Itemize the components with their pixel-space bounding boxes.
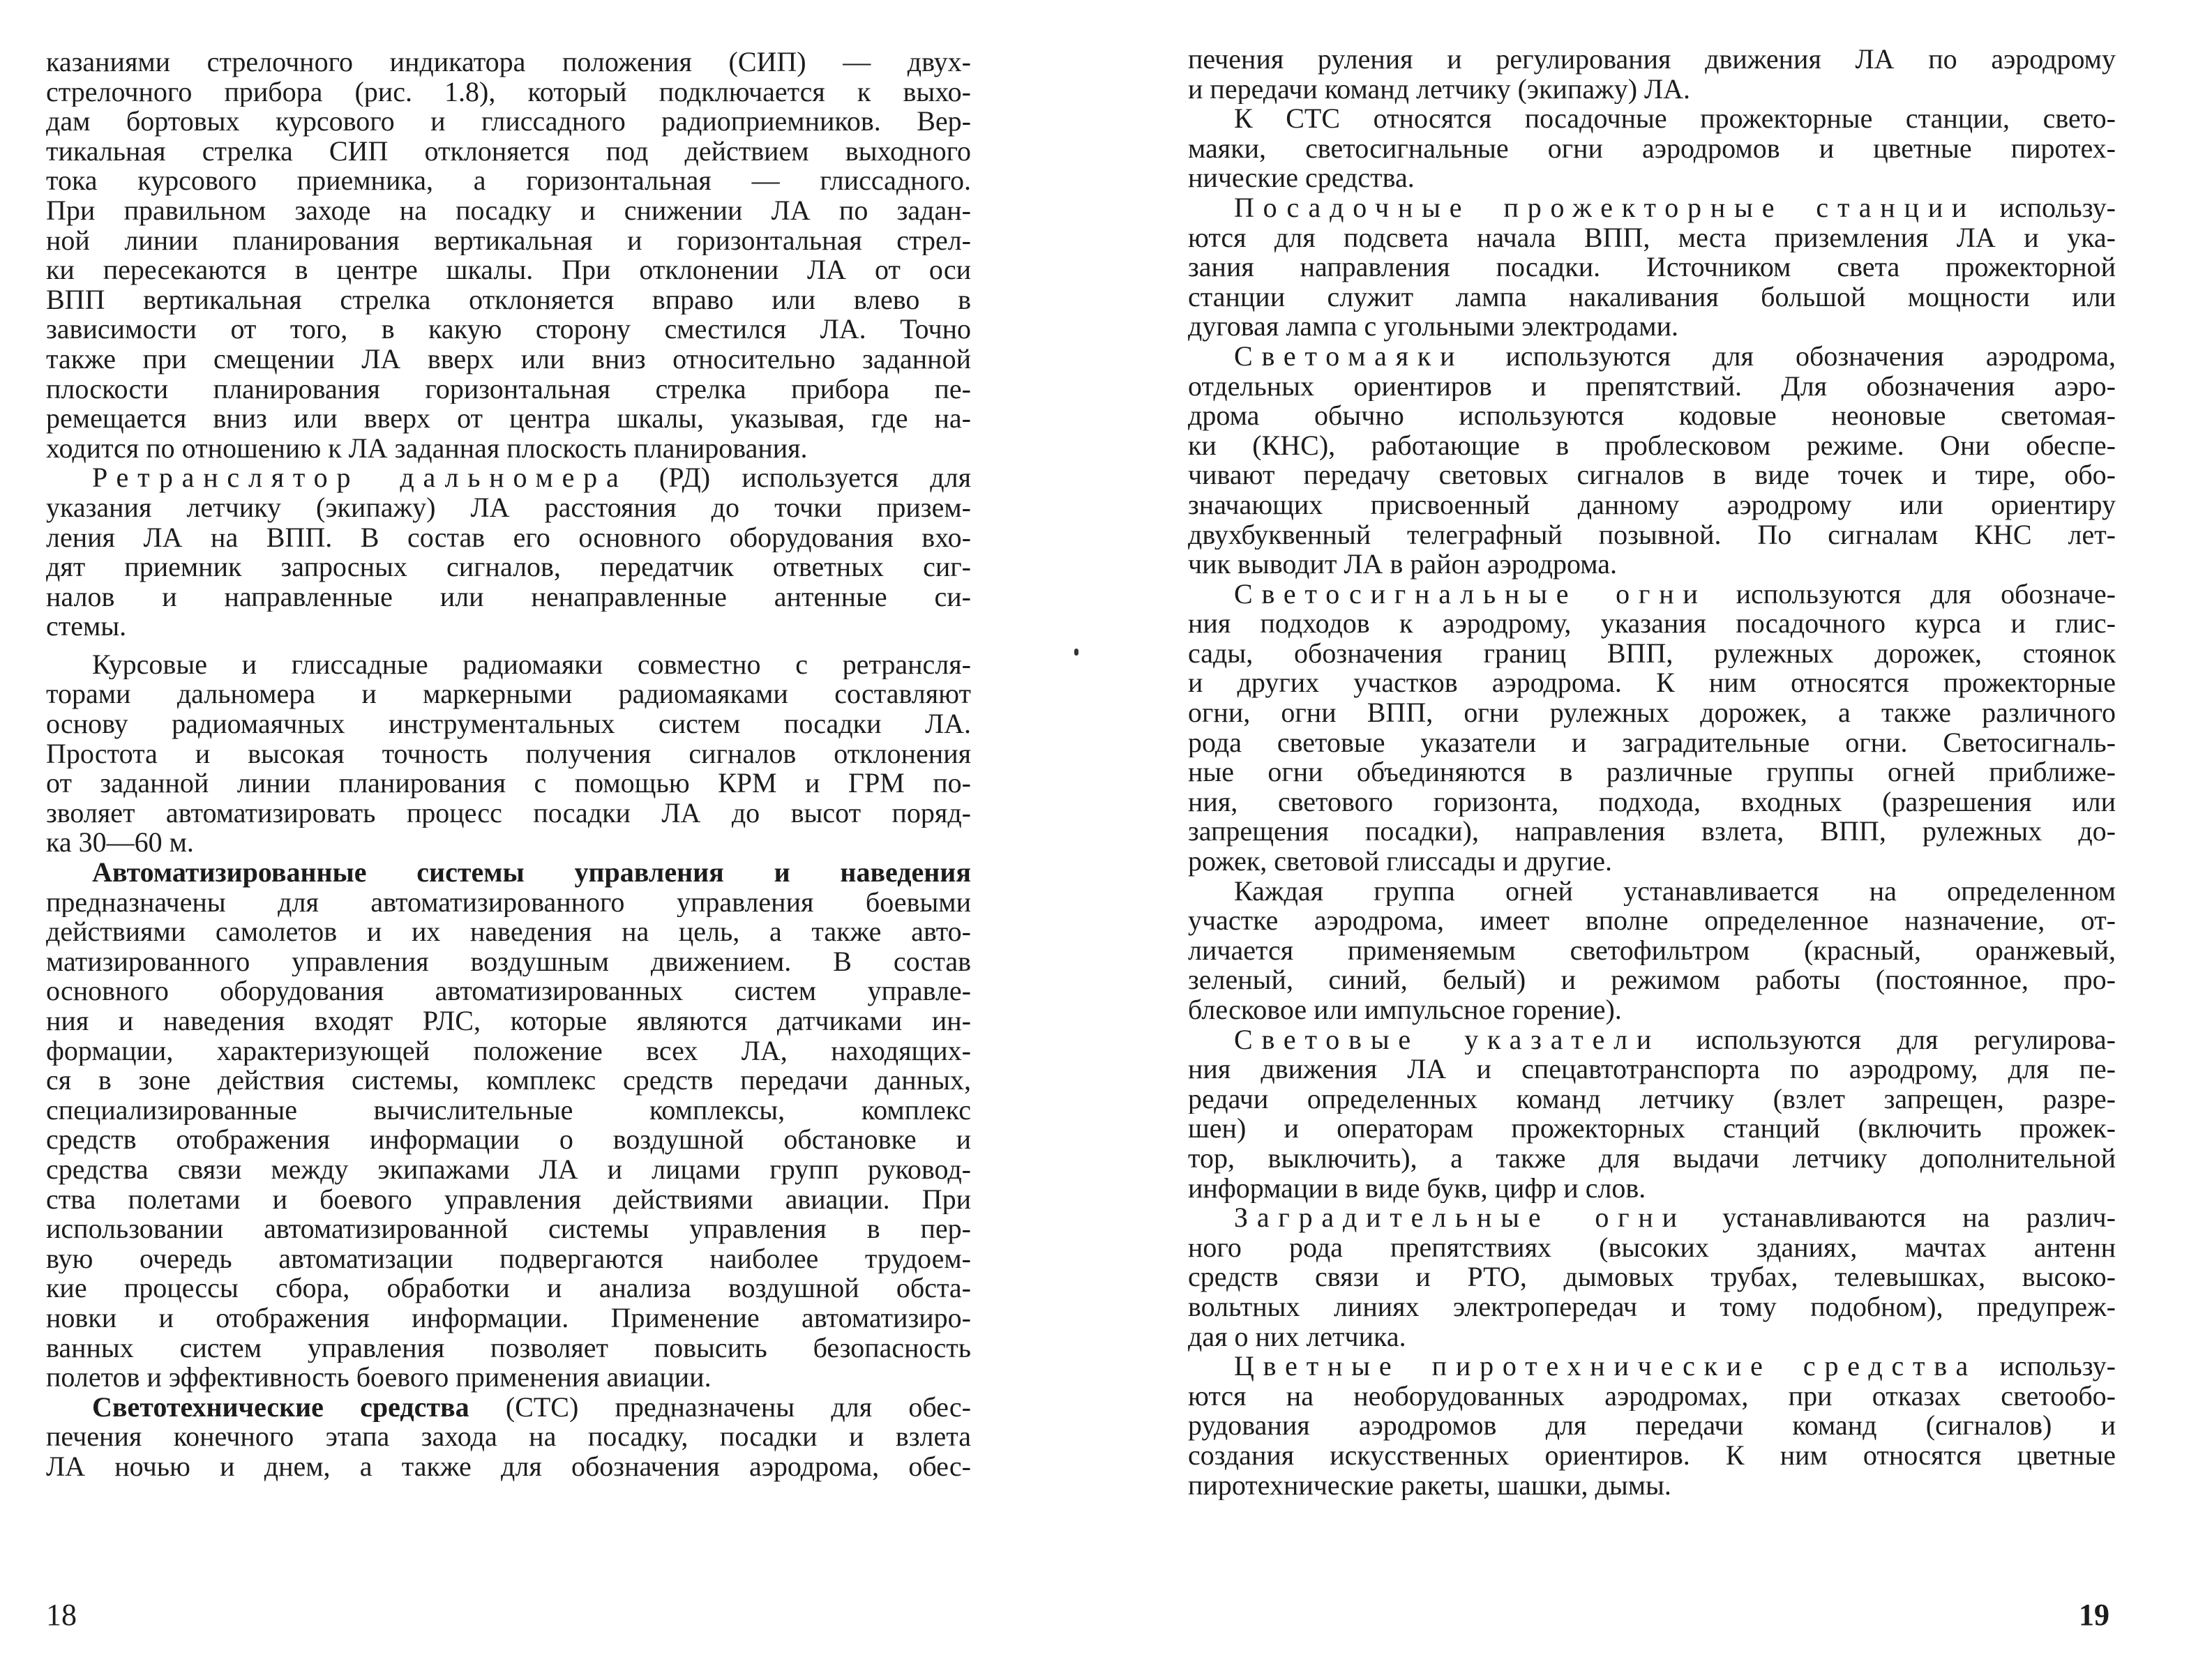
paragraph-lead-term: Заградительные огни [1234,1203,1686,1233]
line-text: ния, светового горизонта, подхода, входных (разрешения или [1188,787,2116,817]
line-text: специализированные вычислительные комплексы, комплекс [46,1095,971,1126]
line-text: средств отображения информации о воздушной обстановке и [46,1125,971,1155]
line-text: тока курсового приемника, а горизонтальная — глиссадного. [46,166,971,196]
text-line [1188,580,2116,610]
text-line [1188,75,2116,105]
line-text: используются для регулирова- [1660,1024,2116,1055]
text-line [46,434,971,464]
page-number-right: 19 [2079,1598,2109,1632]
line-text: создания искусственных ориентиров. К ним относятся цветные [1188,1440,2116,1471]
line-text: стемы. [46,612,127,642]
text-line [46,463,971,493]
line-text: шен) и операторам прожекторных станций (включить прожек- [1188,1114,2116,1144]
line-text: тор, выключить), а также для выдачи летчику дополнительной [1188,1143,2116,1174]
right-page-text [1188,45,2116,1500]
line-text: казаниями стрелочного индикатора положения (СИП) — двух- [46,47,971,77]
line-text: ства полетами и боевого управления действиями авиации. При [46,1184,971,1215]
text-line [46,1303,971,1333]
line-text: тикальная стрелка СИП отклоняется под действием выходного [46,136,971,167]
line-text: и передачи команд летчику (экипажу) ЛА. [1188,74,1691,105]
line-text: использу- [1977,1352,2116,1382]
text-line [1188,1262,2116,1292]
text-line [46,828,971,858]
line-text: запрещения посадки), направления взлета, ВПП, рулежных до- [1188,817,2116,847]
line-text: пиротехнические ракеты, шашки, дымы. [1188,1470,1671,1501]
line-text: торами дальномера и маркерными радиомаяками составляют [46,679,971,710]
text-line [1188,282,2116,312]
line-text: Курсовые и глиссадные радиомаяки совместно с ретрансля- [92,649,971,680]
text-line [46,166,971,196]
line-text: (СТС) предназначены для обес- [469,1392,971,1423]
text-line [46,1066,971,1096]
text-line [1188,847,2116,877]
line-text: ки пересекаются в центре шкалы. При отклонении ЛА от оси [46,255,971,285]
text-line [46,1452,971,1482]
text-line [1188,431,2116,461]
line-text: участке аэродрома, имеет вполне определенное назначение, от- [1188,906,2116,936]
text-line [46,552,971,582]
text-line [46,107,971,137]
line-text: дят приемник запросных сигналов, передатчик ответных сиг- [46,552,971,582]
line-text: станции служит лампа накаливания большой мощности или [1188,282,2116,312]
text-line [1188,1322,2116,1352]
text-line [46,523,971,553]
line-text: ся в зоне действия системы, комплекс средств передачи данных, [46,1066,971,1096]
line-text: ки (КНС), работающие в проблесковом режиме. Они обеспе- [1188,430,2116,461]
line-text: ния движения ЛА и спецавтотранспорта по аэродрому, для пе- [1188,1054,2116,1084]
line-text: плоскости планирования горизонтальная стрелка прибора пе- [46,374,971,404]
text-line [46,226,971,256]
line-text: предназначены для автоматизированного управления боевыми [46,887,971,918]
text-line [1188,1144,2116,1174]
paragraph-lead-term: Цветные пиротехнические средства [1234,1352,1978,1382]
line-text: ной линии планирования вертикальная и горизонтальная стрел- [46,225,971,256]
line-text: основу радиомаячных инструментальных систем посадки ЛА. [46,709,971,739]
line-text: рожек, световой глиссады и другие. [1188,847,1612,877]
paragraph-lead-term: Световые указатели [1234,1024,1661,1055]
text-line [46,582,971,612]
text-line [46,976,971,1006]
text-line [1188,817,2116,847]
text-line [1188,1441,2116,1471]
text-line [1188,460,2116,490]
line-text: ходится по отношению к ЛА заданная плоскость планирования. [46,433,808,464]
line-text: ванных систем управления позволяет повысить безопасность [46,1333,971,1363]
text-line [46,1214,971,1244]
left-page [0,0,1088,1657]
line-text: вую очередь автоматизации подвергаются наиболее трудоем- [46,1243,971,1274]
text-line [46,612,971,642]
text-line [1188,965,2116,995]
text-line [46,1273,971,1303]
line-text: рода световые указатели и заградительные огни. Светосигналь- [1188,727,2116,758]
line-text: ные огни объединяются в различные группы огней приближе- [1188,757,2116,787]
text-line [46,493,971,523]
line-text: от заданной линии планирования с помощью КРМ и ГРМ по- [46,769,971,799]
text-line [46,769,971,799]
text-line [46,799,971,828]
line-text: матизированного управления воздушным движением. В состав [46,946,971,977]
line-text: маяки, светосигнальные огни аэродромов и цветные пиротех- [1188,133,2116,164]
text-line [46,917,971,947]
text-line [1188,936,2116,966]
text-line [1188,520,2116,550]
text-line [1188,728,2116,758]
text-line [46,315,971,345]
text-line [1188,252,2116,282]
page-number-left: 18 [46,1598,77,1632]
right-page [1102,0,2212,1657]
line-text: основного оборудования автоматизированных систем управле- [46,976,971,1006]
text-line [46,947,971,977]
line-text: чик выводит ЛА в район аэродрома. [1188,550,1618,580]
text-line [46,1393,971,1423]
line-text: средств связи и РТО, дымовых трубах, телевышках, высоко- [1188,1262,2116,1292]
line-text: налов и направленные или ненаправленные антенные си- [46,582,971,612]
line-text: средства связи между экипажами ЛА и лицами групп руковод- [46,1154,971,1185]
text-line [1188,223,2116,253]
line-text: формации, характеризующей положение всех ЛА, находящих- [46,1036,971,1066]
line-text: печения руления и регулирования движения ЛА по аэродрому [1188,45,2116,75]
text-line [46,679,971,709]
line-text: блесковое или импульсное горение). [1188,995,1622,1025]
text-line [46,1036,971,1066]
text-line [1188,698,2116,728]
paragraph-lead-term: Светосигнальные огни [1234,579,1707,610]
text-line [46,77,971,107]
text-line [46,255,971,285]
text-line [1188,1084,2116,1114]
text-line [1188,1233,2116,1263]
gutter-speck [1074,649,1078,656]
line-text: личается применяемым светофильтром (красный, оранжевый, [1188,935,2116,966]
text-line [46,404,971,434]
line-text: зания направления посадки. Источником света прожекторной [1188,252,2116,282]
line-text: печения конечного этапа захода на посадку, посадки и взлета [46,1422,971,1452]
line-text: используются для обозначения аэродрома, [1464,341,2116,372]
text-line [46,739,971,769]
paragraph-lead-term: Автоматизированные системы управления и наведения [92,858,971,888]
line-text: указания летчику (экипажу) ЛА расстояния до точки призем- [46,492,971,523]
text-line [1188,134,2116,164]
text-line [46,1185,971,1215]
line-text: редачи определенных команд летчику (взлет запрещен, разре- [1188,1084,2116,1114]
paragraph-lead-term: Ретранслятор дальномера [92,463,628,493]
text-line [1188,163,2116,193]
text-line [46,47,971,77]
line-text: зависимости от того, в какую сторону сместился ЛА. Точно [46,315,971,345]
line-text: При правильном заходе на посадку и снижении ЛА по задан- [46,195,971,226]
text-line [1188,1114,2116,1144]
line-text: новки и отображения информации. Применение автоматизиро- [46,1303,971,1333]
paragraph-lead-term: Светотехнические средства [92,1392,469,1423]
text-line [1188,787,2116,817]
left-page-text [46,47,971,1482]
line-text: дам бортовых курсового и глиссадного радиоприемников. Вер- [46,107,971,137]
text-line [1188,490,2116,520]
text-line [46,1155,971,1185]
paragraph-lead-term: Посадочные прожекторные станции [1234,192,1976,223]
text-line [1188,609,2116,639]
text-line [46,1125,971,1155]
text-line [1188,639,2116,669]
line-text: зволяет автоматизировать процесс посадки ЛА до высот поряд- [46,798,971,828]
line-text: рудования аэродромов для передачи команд (сигналов) и [1188,1411,2116,1441]
line-text: ются для подсвета начала ВПП, места приземления ЛА и ука- [1188,222,2116,253]
line-text: полетов и эффективность боевого применения авиации. [46,1363,712,1393]
text-line [46,1244,971,1274]
line-text: отдельных ориентиров и препятствий. Для обозначения аэро- [1188,371,2116,402]
line-text: устанавливаются на различ- [1685,1203,2116,1233]
line-text: зеленый, синий, белый) и режимом работы (постоянное, про- [1188,965,2116,995]
text-line [1188,1025,2116,1055]
text-line [1188,1174,2116,1204]
line-text: ются на необорудованных аэродромах, при отказах светообо- [1188,1381,2116,1412]
text-line [1188,1411,2116,1441]
text-line [1188,342,2116,372]
text-line [1188,104,2116,134]
line-text: ного рода препятствиях (высоких зданиях, мачтах антенн [1188,1232,2116,1263]
line-text: Каждая группа огней устанавливается на определенном [1234,876,2116,907]
line-text: значающих присвоенный данному аэродрому или ориентиру [1188,490,2116,520]
line-text: используются для обозначе- [1706,579,2116,610]
line-text: сады, обозначения границ ВПП, рулежных дорожек, стоянок [1188,638,2116,669]
line-text: ремещается вниз или вверх от центра шкалы, указывая, где на- [46,404,971,434]
line-text: ВПП вертикальная стрелка отклоняется вправо или влево в [46,285,971,315]
text-line [46,1006,971,1036]
text-line [46,858,971,888]
text-line [46,1333,971,1363]
text-line [1188,1203,2116,1233]
text-line [1188,193,2116,223]
line-text: (РД) используется для [627,463,971,493]
line-text: стрелочного прибора (рис. 1.8), который подключается к выхо- [46,77,971,107]
text-line [46,345,971,374]
line-text: вольтных линиях электропередач и тому подобном), предупреж- [1188,1292,2116,1322]
text-line [1188,1054,2116,1084]
text-line [1188,757,2116,787]
text-line [46,650,971,680]
text-line [1188,877,2116,907]
line-text: также при смещении ЛА вверх или вниз относительно заданной [46,344,971,374]
line-text: дуговая лампа с угольными электродами. [1188,312,1679,342]
line-text: двухбуквенный телеграфный позывной. По сигналам КНС лет- [1188,520,2116,550]
paragraph-lead-term: Светомаяки [1234,341,1464,372]
text-line [46,1422,971,1452]
text-line [1188,668,2116,698]
line-text: ления ЛА на ВПП. В состав его основного оборудования вхо- [46,522,971,553]
line-text: Простота и высокая точность получения сигналов отклонения [46,739,971,769]
text-line [1188,1471,2116,1501]
line-text: К СТС относятся посадочные прожекторные станции, свето- [1234,104,2116,134]
text-line [1188,372,2116,402]
text-line [1188,401,2116,431]
line-text: использу- [1976,192,2116,223]
line-text: использовании автоматизированной системы управления в пер- [46,1214,971,1244]
line-text: и других участков аэродрома. К ним относятся прожекторные [1188,668,2116,699]
line-text: огни, огни ВПП, огни рулежных дорожек, а также различного [1188,698,2116,728]
text-line [1188,995,2116,1025]
line-text: кие процессы сбора, обработки и анализа воздушной обста- [46,1273,971,1303]
line-text: дрома обычно используются кодовые неоновые светомая- [1188,401,2116,431]
text-line [1188,45,2116,75]
text-line [1188,1352,2116,1382]
text-line [46,374,971,404]
line-text: ния подходов к аэродрому, указания посадочного курса и глис- [1188,609,2116,639]
text-line [1188,550,2116,580]
line-text: ка 30—60 м. [46,828,194,858]
text-line [46,285,971,315]
line-text: дая о них летчика. [1188,1322,1406,1352]
line-text: действиями самолетов и их наведения на цель, а также авто- [46,917,971,947]
line-text: информации в виде букв, цифр и слов. [1188,1173,1646,1204]
line-text: ния и наведения входят РЛС, которые являются датчиками ин- [46,1006,971,1036]
text-line [46,1096,971,1126]
text-line [46,196,971,226]
text-line [46,1363,971,1393]
text-line [46,137,971,167]
line-text: чивают передачу световых сигналов в виде точек и тире, обо- [1188,460,2116,490]
text-line [46,888,971,918]
text-line [1188,1382,2116,1412]
text-line [1188,312,2116,342]
text-line [1188,1292,2116,1322]
text-line [1188,906,2116,936]
text-line [46,709,971,739]
line-text: ЛА ночью и днем, а также для обозначения аэродрома, обес- [46,1451,971,1482]
line-text: нические средства. [1188,163,1415,193]
